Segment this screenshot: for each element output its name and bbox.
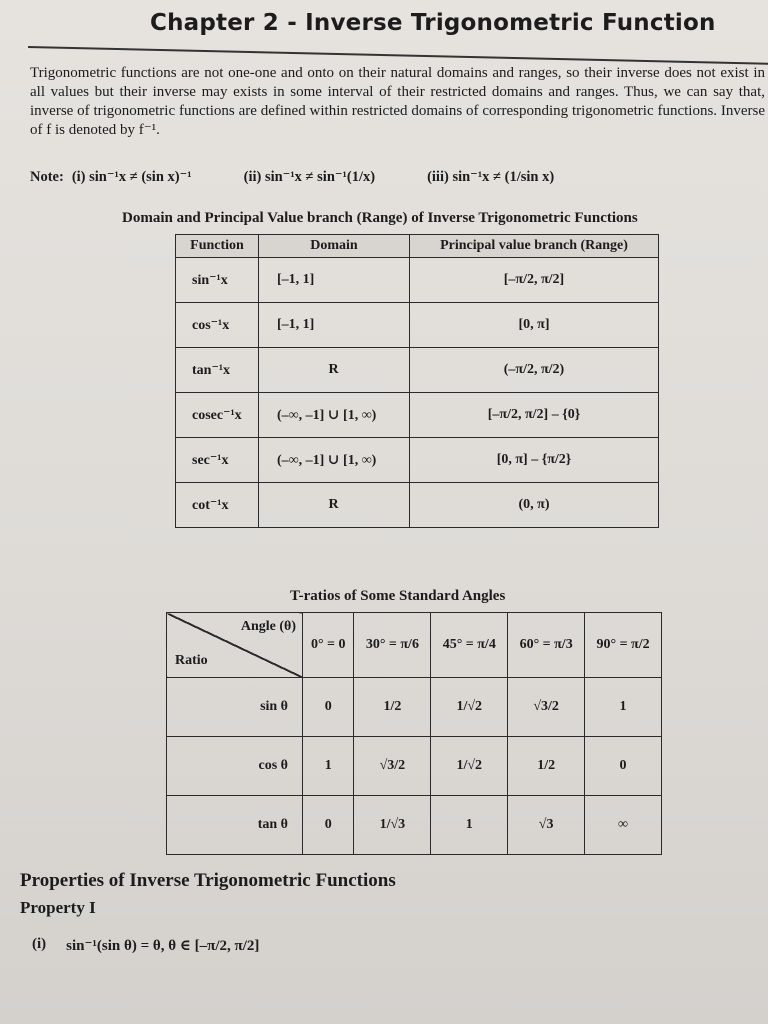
table-row bbox=[167, 796, 662, 855]
value-cell: 1 bbox=[303, 737, 354, 796]
value-cell: 1 bbox=[431, 796, 508, 855]
value-cell: 1/√3 bbox=[354, 796, 431, 855]
domain-cell: R bbox=[259, 483, 410, 528]
table-row bbox=[176, 393, 659, 438]
chapter-title: Chapter 2 - Inverse Trigonometric Function bbox=[150, 10, 716, 36]
function-cell: cot⁻¹x bbox=[176, 483, 259, 528]
value-cell: √3/2 bbox=[508, 678, 585, 737]
table-row bbox=[176, 438, 659, 483]
value-cell: 0 bbox=[303, 796, 354, 855]
property-item-number: (i) bbox=[32, 936, 47, 952]
value-cell: ∞ bbox=[585, 796, 662, 855]
table-row bbox=[176, 348, 659, 393]
value-cell: √3 bbox=[508, 796, 585, 855]
trig-table-heading: T-ratios of Some Standard Angles bbox=[290, 588, 506, 604]
domain-cell: [–1, 1] bbox=[259, 258, 410, 303]
domain-cell: [–1, 1] bbox=[259, 303, 410, 348]
property-item-formula: sin⁻¹(sin θ) = θ, θ ∈ [–π/2, π/2] bbox=[66, 938, 260, 954]
range-cell: (0, π) bbox=[410, 483, 659, 528]
property-subheading: Property I bbox=[20, 898, 96, 917]
range-cell: [–π/2, π/2] bbox=[410, 258, 659, 303]
value-cell: √3/2 bbox=[354, 737, 431, 796]
value-cell: 0 bbox=[303, 678, 354, 737]
column-header-range: Principal value branch (Range) bbox=[410, 235, 659, 258]
note-item-3: (iii) sin⁻¹x ≠ (1/sin x) bbox=[427, 169, 555, 185]
t-ratios-table bbox=[166, 612, 662, 855]
note-line bbox=[30, 168, 750, 186]
angle-header-row bbox=[167, 613, 662, 678]
range-cell: [0, π] – {π/2} bbox=[410, 438, 659, 483]
domain-cell: (–∞, –1] ∪ [1, ∞) bbox=[259, 438, 410, 483]
ratio-label: cos θ bbox=[167, 737, 303, 796]
range-cell: (–π/2, π/2) bbox=[410, 348, 659, 393]
table-row bbox=[167, 737, 662, 796]
table-row bbox=[176, 483, 659, 528]
value-cell: 0 bbox=[585, 737, 662, 796]
note-label: Note: bbox=[30, 168, 64, 185]
function-cell: sin⁻¹x bbox=[176, 258, 259, 303]
angle-header: 0° = 0 bbox=[303, 613, 354, 678]
angle-header: 60° = π/3 bbox=[508, 613, 585, 678]
table-row bbox=[176, 303, 659, 348]
table-row bbox=[176, 258, 659, 303]
property-item bbox=[32, 936, 259, 955]
value-cell: 1/√2 bbox=[431, 737, 508, 796]
note-item-2: (ii) sin⁻¹x ≠ sin⁻¹(1/x) bbox=[243, 169, 376, 185]
title-underline bbox=[28, 46, 768, 65]
domain-cell: (–∞, –1] ∪ [1, ∞) bbox=[259, 393, 410, 438]
ratio-label: tan θ bbox=[167, 796, 303, 855]
function-cell: tan⁻¹x bbox=[176, 348, 259, 393]
value-cell: 1/2 bbox=[508, 737, 585, 796]
function-cell: sec⁻¹x bbox=[176, 438, 259, 483]
value-cell: 1/2 bbox=[354, 678, 431, 737]
table-header-row bbox=[176, 235, 659, 258]
function-cell: cosec⁻¹x bbox=[176, 393, 259, 438]
column-header-function: Function bbox=[176, 235, 259, 258]
value-cell: 1/√2 bbox=[431, 678, 508, 737]
table-row bbox=[167, 678, 662, 737]
properties-heading: Properties of Inverse Trigonometric Functions bbox=[20, 870, 396, 891]
note-item-1: (i) sin⁻¹x ≠ (sin x)⁻¹ bbox=[71, 169, 192, 185]
column-header-domain: Domain bbox=[259, 235, 410, 258]
domain-table-heading: Domain and Principal Value branch (Range) of Inverse Trigonometric Functions bbox=[122, 210, 638, 226]
angle-header: 30° = π/6 bbox=[354, 613, 431, 678]
corner-header-cell bbox=[167, 613, 303, 678]
angle-axis-label: Angle (θ) bbox=[240, 619, 296, 634]
value-cell: 1 bbox=[585, 678, 662, 737]
angle-header: 90° = π/2 bbox=[585, 613, 662, 678]
ratio-label: sin θ bbox=[167, 678, 303, 737]
intro-paragraph: Trigonometric functions are not one-one and onto on their natural domains and ranges, so their inverse does not exist in all values but their inverse may exists in some interval of their restricted domains and ranges. Thus, we can say that, inverse of trigonometric functions are defined within restricted domains of corresponding trigonometric functions. Inverse of f is denoted by f⁻¹. bbox=[30, 65, 765, 138]
ratio-axis-label: Ratio bbox=[175, 653, 208, 668]
range-cell: [–π/2, π/2] – {0} bbox=[410, 393, 659, 438]
domain-range-table bbox=[175, 234, 659, 528]
domain-cell: R bbox=[259, 348, 410, 393]
function-cell: cos⁻¹x bbox=[176, 303, 259, 348]
angle-header: 45° = π/4 bbox=[431, 613, 508, 678]
range-cell: [0, π] bbox=[410, 303, 659, 348]
